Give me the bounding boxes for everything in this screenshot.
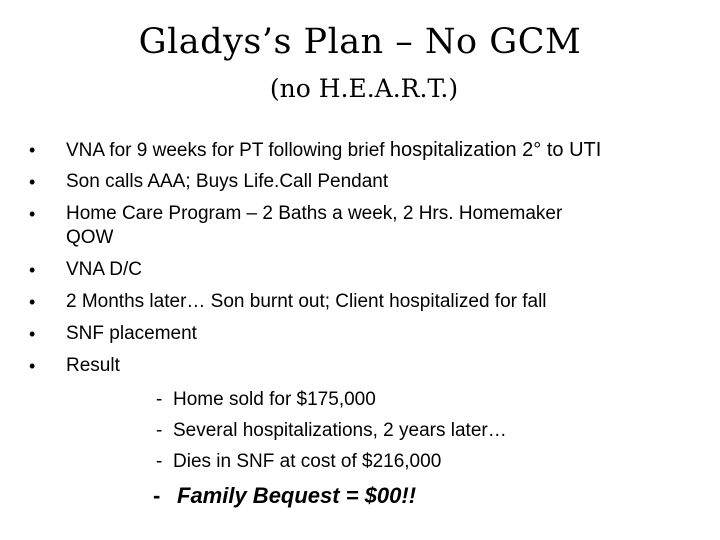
bullet-text: 2 Months later… Son burnt out; Client hospitalized for fall <box>66 291 547 312</box>
slide-title: Gladys’s Plan – No GCM <box>138 22 582 62</box>
bequest-dash: - <box>153 483 161 508</box>
bullet-text: VNA for 9 weeks for PT following brief <box>66 140 390 161</box>
bullet-text: VNA D/C <box>66 259 143 280</box>
bullet-dot: • <box>29 204 36 224</box>
bullet-dot: • <box>29 324 36 344</box>
bullet-continuation: QOW <box>66 227 114 248</box>
bullet-text-large: hospitalization 2° to UTI <box>389 139 602 161</box>
bullet-dot: • <box>29 140 36 160</box>
bullet-text: SNF placement <box>66 323 197 344</box>
result-dash: - <box>156 451 163 472</box>
result-dash: - <box>156 389 163 410</box>
bullet-dot: • <box>29 172 36 192</box>
bullet-text: Son calls AAA; Buys Life.Call Pendant <box>66 171 389 192</box>
bullet-text: Result <box>66 355 120 376</box>
bullet-dot: • <box>29 292 36 312</box>
bequest-text: Family Bequest = $00!! <box>177 483 417 508</box>
bullet-text: Home Care Program – 2 Baths a week, 2 Hrs. Homemaker <box>66 203 563 224</box>
slide-subtitle: (no H.E.A.R.T.) <box>269 74 459 103</box>
result-dash: - <box>156 420 163 441</box>
result-text: Several hospitalizations, 2 years later… <box>173 420 507 441</box>
bullet-dot: • <box>29 260 36 280</box>
result-text: Home sold for $175,000 <box>173 389 376 410</box>
result-text: Dies in SNF at cost of $216,000 <box>173 451 442 472</box>
bullet-dot: • <box>29 356 36 376</box>
